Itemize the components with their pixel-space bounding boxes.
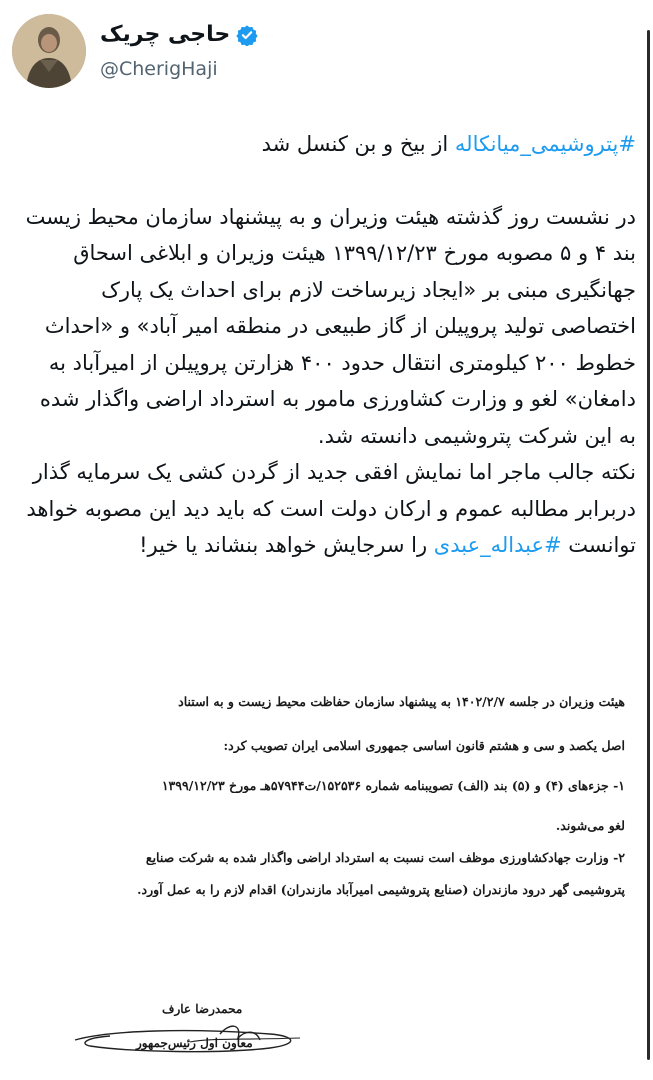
tweet-paragraph-1: در نشست روز گذشته هیئت وزیران و به پیشنهاد سازمان محیط زیست بند ۴ و ۵ مصوبه مورخ ۱۳۹۹/۱۲/۲۳ هیئت وزیران و ابلاغی اسحاق جهانگیری مبنی بر «ایجاد زیرساخت لازم برای احداث یک پارک اختصاصی تولید پروپیلن از گاز طبیعی در منطقه امیر آباد» و «احداث خطوط ۲۰۰ کیلومتری انتقال حدود ۴۰۰ هزارتن پروپیلن از امیرآباد به دامغان» لغو و وزارت کشاورزی مامور به استرداد اراضی واگذار شده به این شرکت پتروشیمی دانسته شد. bbox=[25, 204, 636, 448]
hashtag-link[interactable]: #پتروشیمی_میانکاله bbox=[454, 132, 636, 156]
tweet-header bbox=[12, 14, 641, 88]
display-name[interactable]: حاجی چریک bbox=[100, 22, 231, 47]
doc-line: هیئت وزیران در جلسه ۱۴۰۲/۲/۷ به پیشنهاد سازمان حفاظت محیط زیست و به استناد bbox=[178, 694, 625, 709]
doc-line: ۲- وزارت جهادکشاورزی موظف است نسبت به استرداد اراضی واگذار شده به شرکت صنایع bbox=[145, 850, 625, 865]
hashtag-link[interactable]: #عبداله_عبدی bbox=[433, 533, 562, 557]
doc-line: اصل یکصد و سی و هشتم قانون اساسی جمهوری اسلامی ایران تصویب کرد: bbox=[223, 738, 625, 753]
attached-document-image[interactable] bbox=[70, 680, 625, 1080]
signer-title: معاون اول رئیس‌جمهور bbox=[136, 1036, 253, 1050]
paragraph-2-text: نکته جالب ماجر اما نمایش افقی جدید از گردن کشی یک سرمایه گذار دربرابر مطالبه عموم و ارکان دولت است که باید دید این مصوبه خواهد توانست bbox=[26, 460, 636, 557]
doc-line: ۱- جزءهای (۴) و (۵) بند (الف) تصویبنامه شماره ۱۵۲۵۳۶/ت۵۷۹۴۴هـ مورخ ۱۳۹۹/۱۲/۲۳ bbox=[161, 778, 625, 793]
name-row bbox=[100, 22, 258, 47]
tweet-paragraph-2 bbox=[20, 454, 636, 564]
tweet-text bbox=[20, 126, 636, 564]
signer-name: محمدرضا عارف bbox=[162, 1002, 243, 1016]
tweet-headline bbox=[20, 126, 636, 163]
headline-text: از بیخ و بن کنسل شد bbox=[261, 132, 455, 156]
avatar-image bbox=[12, 14, 86, 88]
user-handle[interactable]: @CherigHaji bbox=[100, 58, 218, 80]
doc-line: لغو می‌شوند. bbox=[555, 818, 625, 833]
scrollbar[interactable] bbox=[647, 30, 650, 1060]
person-avatar-icon[interactable] bbox=[12, 14, 86, 88]
paragraph-2-end: را سرجایش خواهد بنشاند یا خیر! bbox=[139, 533, 434, 557]
doc-line: پتروشیمی گهر درود مازندران (صنایع پتروشیمی امیرآباد مازندران) اقدام لازم را به عمل آورد. bbox=[137, 882, 625, 897]
verified-badge-icon bbox=[236, 24, 258, 46]
